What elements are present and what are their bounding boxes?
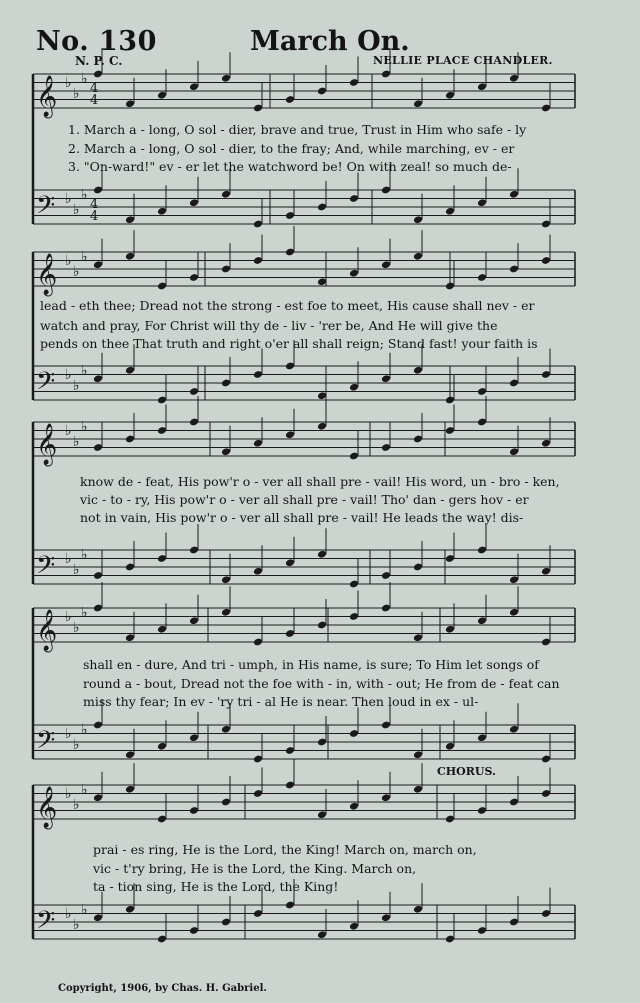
lyric-line-s2-v1: lead - eth thee; Dread not the strong - est foe to meet, His cause shall nev - er xyxy=(40,298,535,313)
time-signature: 4 xyxy=(90,81,99,96)
lyric-line-s5-v2: vic - t'ry bring, He is the Lord, the King. March on, xyxy=(93,861,417,876)
hymn-number: No. 130 xyxy=(36,26,157,57)
lyric-line-s5-v1: prai - es ring, He is the Lord, the King! March on, march on, xyxy=(93,842,477,857)
time-signature: 4 xyxy=(90,93,99,108)
hymn-title: March On. xyxy=(250,26,410,57)
flat-sign-icon: ♭ xyxy=(65,253,72,269)
bass-clef-icon: 𝄢 xyxy=(36,191,56,226)
flat-sign-icon: ♭ xyxy=(73,797,80,813)
flat-sign-icon: ♭ xyxy=(65,75,72,91)
bass-clef-icon: 𝄢 xyxy=(36,906,56,941)
lyric-line-s2-v2: watch and pray, For Christ will thy de - liv - 'rer be, And He will give the xyxy=(40,318,498,333)
treble-clef-icon: 𝄞 xyxy=(36,76,58,117)
flat-sign-icon: ♭ xyxy=(73,434,80,450)
treble-clef-icon: 𝄞 xyxy=(36,424,58,465)
lyric-line-s3-v3: not in vain, His pow'r o - ver all shall pre - vail! He leads the way! dis- xyxy=(80,510,524,525)
lyric-line-s3-v1: know de - feat, His pow'r o - ver all shall pre - vail! His word, un - bro - ken, xyxy=(80,474,560,489)
bass-clef-icon: 𝄢 xyxy=(36,726,56,761)
lyric-line-s4-v3: miss thy fear; In ev - 'ry tri - al He is near. Then loud in ex - ul- xyxy=(83,694,479,709)
bass-clef-icon: 𝄢 xyxy=(36,367,56,402)
lyric-line-s1-v2: 2. March a - long, O sol - dier, to the fray; And, while marching, ev - er xyxy=(68,141,515,156)
flat-sign-icon: ♭ xyxy=(73,917,80,933)
flat-sign-icon: ♭ xyxy=(81,605,88,621)
flat-sign-icon: ♭ xyxy=(65,726,72,742)
flat-sign-icon: ♭ xyxy=(81,71,88,87)
copyright-notice: Copyright, 1906, by Chas. H. Gabriel. xyxy=(58,983,267,994)
flat-sign-icon: ♭ xyxy=(65,191,72,207)
flat-sign-icon: ♭ xyxy=(73,620,80,636)
flat-sign-icon: ♭ xyxy=(65,423,72,439)
bass-clef-icon: 𝄢 xyxy=(36,551,56,586)
flat-sign-icon: ♭ xyxy=(81,249,88,265)
lyric-line-s4-v2: round a - bout, Dread not the foe with - in, with - out; He from de - feat can xyxy=(83,676,560,691)
flat-sign-icon: ♭ xyxy=(81,363,88,379)
lyric-line-s1-v3: 3. "On-ward!" ev - er let the watchword be! On with zeal! so much de- xyxy=(68,159,512,174)
chorus-label: CHORUS. xyxy=(437,765,496,778)
treble-clef-icon: 𝄞 xyxy=(36,610,58,651)
lyric-line-s2-v3: pends on thee That truth and right o'er all shall reign; Stand fast! your faith is xyxy=(40,336,538,351)
flat-sign-icon: ♭ xyxy=(65,367,72,383)
composer-initials: N. P. C. xyxy=(75,54,123,68)
flat-sign-icon: ♭ xyxy=(81,902,88,918)
flat-sign-icon: ♭ xyxy=(65,786,72,802)
flat-sign-icon: ♭ xyxy=(73,378,80,394)
treble-clef-icon: 𝄞 xyxy=(36,787,58,828)
flat-sign-icon: ♭ xyxy=(73,562,80,578)
author-name: NELLIE PLACE CHANDLER. xyxy=(373,54,553,67)
time-signature: 4 xyxy=(90,197,99,212)
flat-sign-icon: ♭ xyxy=(81,782,88,798)
flat-sign-icon: ♭ xyxy=(81,187,88,203)
flat-sign-icon: ♭ xyxy=(81,722,88,738)
flat-sign-icon: ♭ xyxy=(81,547,88,563)
flat-sign-icon: ♭ xyxy=(81,419,88,435)
flat-sign-icon: ♭ xyxy=(73,202,80,218)
time-signature: 4 xyxy=(90,209,99,224)
flat-sign-icon: ♭ xyxy=(65,609,72,625)
treble-clef-icon: 𝄞 xyxy=(36,254,58,295)
lyric-line-s5-v3: ta - tion sing, He is the Lord, the King! xyxy=(93,879,339,894)
flat-sign-icon: ♭ xyxy=(73,86,80,102)
flat-sign-icon: ♭ xyxy=(73,737,80,753)
flat-sign-icon: ♭ xyxy=(73,264,80,280)
lyric-line-s4-v1: shall en - dure, And tri - umph, in His name, is sure; To Him let songs of xyxy=(83,657,539,672)
flat-sign-icon: ♭ xyxy=(65,551,72,567)
lyric-line-s3-v2: vic - to - ry, His pow'r o - ver all shall pre - vail! Tho' dan - gers hov - er xyxy=(80,492,529,507)
lyric-line-s1-v1: 1. March a - long, O sol - dier, brave and true, Trust in Him who safe - ly xyxy=(68,122,527,137)
flat-sign-icon: ♭ xyxy=(65,906,72,922)
